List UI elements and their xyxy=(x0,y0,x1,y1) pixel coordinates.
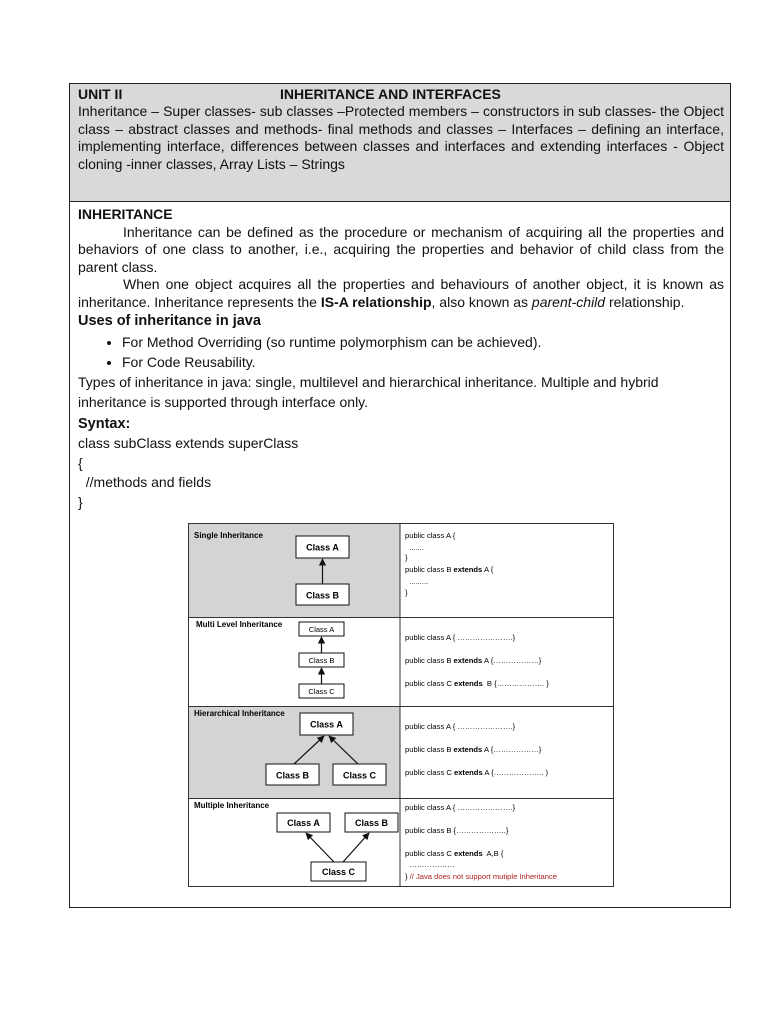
code-line: } xyxy=(405,588,408,597)
code-line: public class A { ………………….} xyxy=(405,722,516,731)
parent-child-term: parent-child xyxy=(531,293,606,310)
is-a-term: IS-A relationship xyxy=(320,293,432,310)
para2-mid: , also known as xyxy=(431,293,532,310)
section-heading: INHERITANCE xyxy=(78,206,173,222)
class-box-label: Class A xyxy=(308,625,335,634)
para2-start: When one object acquires all the properties and behaviours of another object, it is known as inheritance. Inheritance represents the xyxy=(78,276,724,310)
code-line: public class B extends A {………………} xyxy=(405,656,542,665)
definition-paragraph: Inheritance can be defined as the procedure or mechanism of acquiring all the properties and behaviors of one class to another, i.e., acquiring the properties and behavior of child class from the parent class. xyxy=(78,223,724,275)
list-item: • For Method Overriding (so runtime polymorphism can be achieved). xyxy=(122,332,724,352)
class-box-label: Class A xyxy=(287,818,320,828)
class-box-label: Class A xyxy=(306,542,339,553)
unit-syllabus: Inheritance – Super classes- sub classes –Protected members – constructors in sub classes- the Object class – abstract classes and methods- final methods and classes – Interfaces – defining an interface, implementing interface, differences between classes and interfaces and extending interfaces - Object cloning -inner classes, Array Lists – Strings xyxy=(78,103,724,172)
syntax-heading: Syntax: xyxy=(78,416,131,433)
class-box-label: Class C xyxy=(321,867,356,877)
code-line: public class C extends A {……………….. ) xyxy=(405,768,549,777)
uses-heading: Uses of inheritance in java xyxy=(78,312,261,329)
para2-end: relationship. xyxy=(605,293,685,310)
class-box-label: Class B xyxy=(354,818,389,828)
row-label: Single Inheritance xyxy=(194,531,263,540)
row-label: Multiple Inheritance xyxy=(194,801,270,810)
row-label: Hierarchical Inheritance xyxy=(194,709,285,718)
syntax-line: //methods and fields xyxy=(78,474,212,491)
code-line: ....... xyxy=(405,543,424,552)
unsupported-note: } // Java does not support mutiple Inheritance xyxy=(405,872,557,881)
class-box-label: Class C xyxy=(342,770,377,781)
row-label: Multi Level Inheritance xyxy=(196,620,283,629)
row-multilevel-bg xyxy=(189,618,614,707)
class-box-label: Class C xyxy=(308,687,335,696)
syntax-line: class subClass extends superClass xyxy=(78,435,299,452)
list-item: • For Code Reusability. xyxy=(122,352,724,372)
unit-label: UNIT II xyxy=(78,86,123,102)
code-line: public class C extends A,B { xyxy=(405,849,504,858)
code-line: public class B {………………..} xyxy=(405,826,509,835)
syntax-line: { xyxy=(78,454,83,471)
code-line: public class B extends A { xyxy=(405,565,494,574)
unit-summary-box xyxy=(70,84,730,202)
types-paragraph: Types of inheritance in java: single, multilevel and hierarchical inheritance. Multiple and hybrid inheritance is supported through interface only. xyxy=(78,374,659,411)
code-line: public class C extends B {………………. } xyxy=(405,679,549,688)
class-box-label: Class A xyxy=(310,719,343,730)
unit-header xyxy=(78,86,724,103)
class-box-label: Class B xyxy=(305,590,340,601)
code-line: public class A { ………………….} xyxy=(405,803,516,812)
code-line: public class A { xyxy=(405,531,456,540)
is-a-paragraph xyxy=(78,276,724,311)
code-line: ……………… xyxy=(405,860,455,869)
class-box-label: Class B xyxy=(275,770,310,781)
code-line: } xyxy=(405,553,408,562)
syntax-line: } xyxy=(78,493,83,510)
inheritance-types-figure xyxy=(188,523,614,887)
unit-title: INHERITANCE AND INTERFACES xyxy=(280,86,501,102)
code-line: public class A { ………………….} xyxy=(405,633,516,642)
uses-list xyxy=(78,332,724,372)
class-box-label: Class B xyxy=(308,656,335,665)
inheritance-diagram xyxy=(188,523,614,887)
code-line: ......... xyxy=(405,577,429,586)
inheritance-section xyxy=(70,204,730,512)
code-line: public class B extends A {………………} xyxy=(405,745,542,754)
